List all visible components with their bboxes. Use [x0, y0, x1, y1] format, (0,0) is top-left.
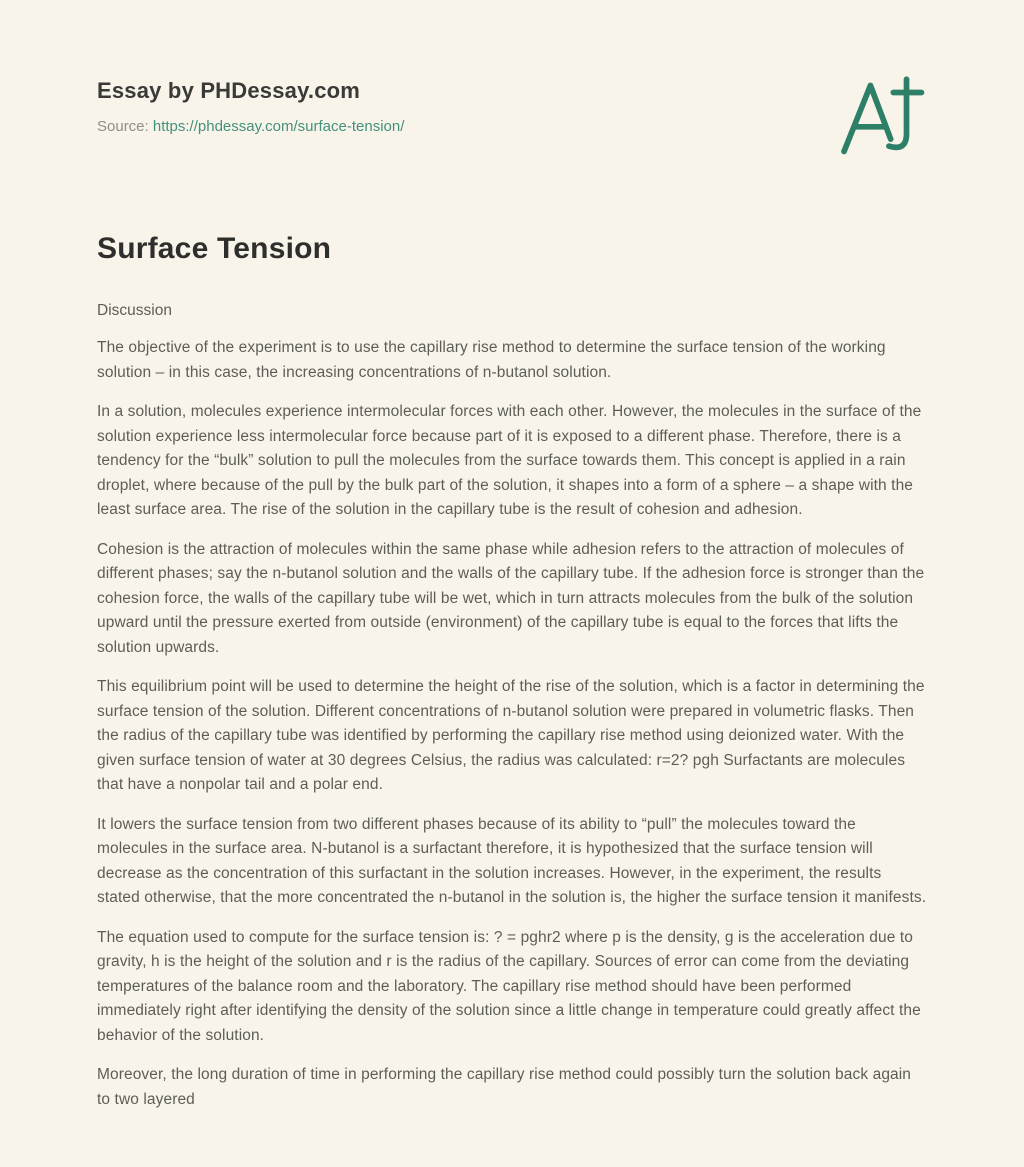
source-url-link[interactable]: https://phdessay.com/surface-tension/ — [152, 118, 405, 135]
essay-paragraph: Moreover, the long duration of time in performing the capillary rise method could possibly turn the solution back again to two layered — [97, 1066, 912, 1108]
section-label-discussion: Discussion — [97, 302, 172, 319]
page-header — [97, 78, 927, 162]
essay-body — [97, 336, 927, 1112]
essay-title: Surface Tension — [97, 232, 332, 265]
essay-byline-heading: Essay by PHDessay.com — [97, 78, 361, 103]
essay-paragraph: This equilibrium point will be used to determine the height of the rise of the solution, which is a factor in determining the surface tension of the solution. Different concentrations of n-butanol solution were prepared in volumetric flasks. Then the radius of the capillary tube was identified by performing the capillary rise method using deionized water. With the given surface tension of water at 30 degrees Celsius, the radius was calculated: r=2? pgh Surfactants are molecules that have a nonpolar tail and a polar end. — [97, 678, 925, 793]
essay-paragraph: In a solution, molecules experience intermolecular forces with each other. However, the molecules in the surface of the solution experience less intermolecular force because part of it is exposed to a different phase. Therefore, there is a tendency for the “bulk” solution to pull the molecules from the surface towards them. This concept is applied in a rain droplet, where because of the pull by the bulk part of the solution, it shapes into a form of a sphere – a shape with the least surface area. The rise of the solution in the capillary tube is the result of cohesion and adhesion. — [97, 403, 922, 518]
header-left — [97, 78, 404, 135]
essay-paragraph: Cohesion is the attraction of molecules within the same phase while adhesion refers to the attraction of molecules of different phases; say the n-butanol solution and the walls of the capillary tube. If the adhesion force is stronger than the cohesion force, the walls of the capillary tube will be wet, which in turn attracts molecules from the bulk of the solution upward until the pressure exerted from outside (environment) of the capillary tube is equal to the forces that lifts the solution upwards. — [97, 540, 925, 656]
essay-paragraph: It lowers the surface tension from two different phases because of its ability to “pull” the molecules toward the molecules in the surface area. N-butanol is a surfactant therefore, it is hypothesized that the surface tension will decrease as the concentration of this surfactant in the solution increases. However, in the experiment, the results stated otherwise, that the more concentrated the n-butanol in the solution is, the higher the surface tension it manifests. — [97, 815, 927, 906]
essay-paragraph: The equation used to compute for the surface tension is: ? = pghr2 where p is the density, g is the acceleration due to gravity, h is the height of the solution and r is the radius of the capillary. Sources of error can come from the deviating temperatures of the balance room and the laboratory. The capillary rise method should have been performed immediately right after identifying the density of the solution since a little change in temperature could greatly affect the behavior of the solution. — [97, 928, 921, 1044]
essay-paragraph: The objective of the experiment is to use the capillary rise method to determine the surface tension of the working solution – in this case, the increasing concentrations of n-butanol solution. — [97, 339, 886, 381]
source-line — [97, 118, 404, 135]
phdessay-logo-icon — [837, 74, 925, 162]
source-label: Source: — [97, 118, 149, 135]
